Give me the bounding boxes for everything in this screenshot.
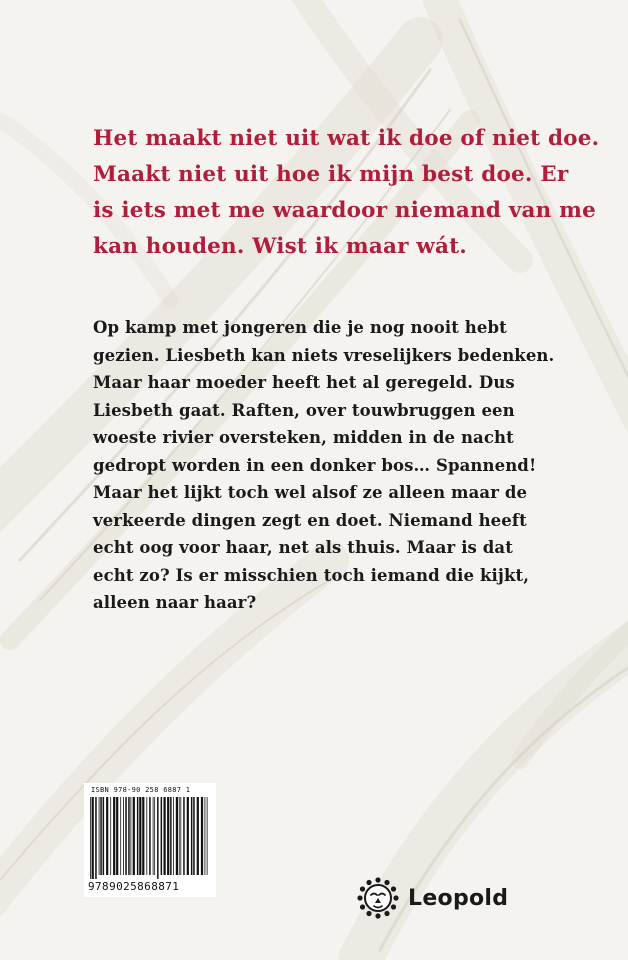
barcode-bar [153,797,154,875]
barcode-bar [95,797,97,879]
barcode-bar [149,797,151,875]
pull-quote-line: Het maakt niet uit wat ik doe of niet doe. [93,126,600,151]
blurb-line: echt zo? Is er misschien toch iemand die kijkt, [93,565,530,585]
barcode-bar [123,797,124,875]
barcode-bar [137,797,139,875]
barcode-bar [180,797,181,875]
barcode-bar [201,797,203,875]
barcode-bar [157,797,159,879]
pull-quote-line: Maakt niet uit hoe ik mijn best doe. Er [93,162,569,187]
blurb-line: Maar het lijkt toch wel alsof ze alleen maar de [93,483,528,502]
publisher-logo [356,876,508,920]
barcode-bar [142,797,144,875]
pull-quote-line: kan houden. Wist ik maar wát. [93,234,467,259]
barcode-bar [120,797,121,875]
barcode-bar [179,797,180,875]
barcode-bar [125,797,127,875]
barcode-bar [146,797,147,875]
barcode-bar [100,797,102,875]
barcode-bar [205,797,206,875]
barcode-bar [191,797,193,875]
blurb-line: Maar haar moeder heeft het al geregeld. Dus [93,373,515,392]
barcode-bar [176,797,178,875]
barcode-bar [207,797,208,875]
barcode-bar [173,797,174,875]
pull-quote-line: is iets met me waardoor niemand van me [93,198,596,223]
publisher-name: Leopold [408,885,509,911]
lion-head-icon [356,876,400,920]
blurb-line: Op kamp met jongeren die je nog nooit hebt [93,318,507,337]
blurb-line: gedropt worden in een donker bos… Spannend! [93,455,537,475]
blurb-line: echt oog voor haar, net als thuis. Maar is dat [93,538,513,557]
barcode-bar [193,797,195,875]
barcode-bar [131,797,132,875]
barcode-bar [99,797,100,875]
barcode-bar [139,797,141,875]
barcode-bar [154,797,155,875]
blurb-line: Liesbeth gaat. Raften, over touwbruggen een [93,400,515,420]
barcode-bar [164,797,166,875]
barcode-bar [197,797,199,875]
barcode-bar [183,797,185,875]
blurb-line: woeste rivier oversteken, midden in de nacht [93,428,514,447]
barcode-bar [167,797,169,875]
blurb-text [93,314,563,617]
isbn-barcode [84,783,216,897]
barcode-bar [170,797,172,875]
barcode-digits: 9789025868871 [88,880,180,893]
barcode-bar [110,797,111,875]
isbn-label: ISBN 978-90 258 6887 1 [91,786,191,794]
barcode-bars [90,797,210,879]
barcode-bar [113,797,115,875]
barcode-bar [92,797,94,879]
barcode-bar [161,797,163,875]
blurb-line: gezien. Liesbeth kan niets vreselijkers bedenken. [93,345,555,365]
barcode-bar [90,797,91,879]
pull-quote [93,121,600,265]
blurb-line: verkeerde dingen zegt en doet. Niemand heeft [93,510,527,530]
barcode-bar [187,797,189,875]
barcode-bar [128,797,130,875]
barcode-bar [106,797,108,875]
barcode-bar [103,797,105,875]
blurb-line: alleen naar haar? [93,593,257,612]
barcode-bar [116,797,118,875]
barcode-bar [133,797,135,875]
